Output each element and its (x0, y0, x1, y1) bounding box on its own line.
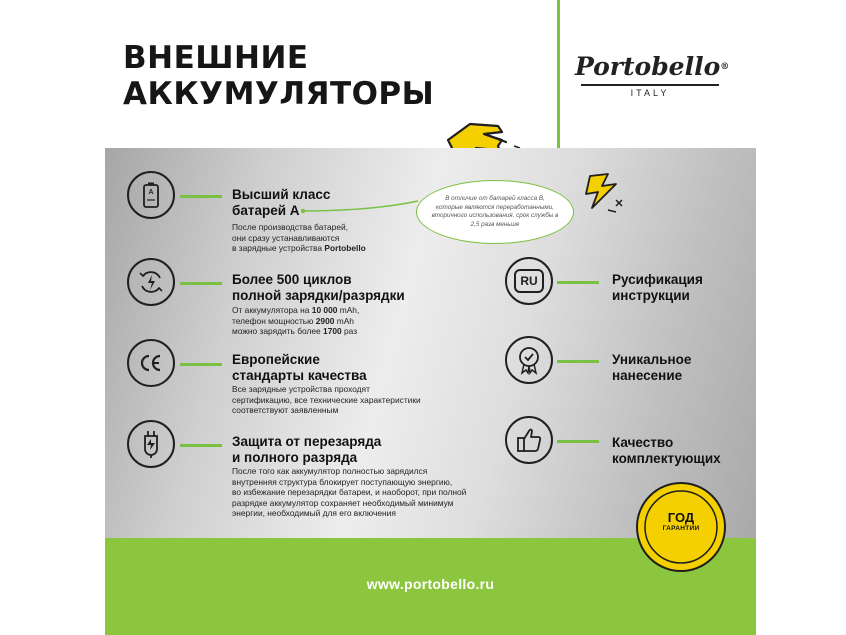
feature-1-desc: После производства батарей, они сразу устанавливаются в зарядные устройства Portobello (232, 222, 366, 253)
class-b-note-bubble: В отличие от батарей класса B, которые являются переработанными, вторичного использования, срок службы в 2,5 раза меньше (416, 180, 574, 244)
ce-mark-icon (136, 348, 166, 378)
feature-4-desc: После того как аккумулятор полностью зарядился внутренняя структура блокирует поступающую энергию, во избежание перезарядки батареи, и наоборот, при полной разрядке аккумулятор сохраняет необходимый минимум энергии, необходимый для его включения (232, 466, 467, 518)
right-feature-3-icon-circle (505, 416, 553, 464)
feature-4-connector (180, 444, 222, 447)
website-link[interactable]: www.portobello.ru (366, 576, 495, 592)
right-feature-1-title: Русификация инструкции (612, 272, 703, 303)
title-line-1: ВНЕШНИЕ (123, 40, 309, 76)
right-feature-2-icon-circle (505, 336, 553, 384)
feature-1-title: Высший класс батарей А (232, 187, 331, 218)
ru-icon (514, 269, 544, 293)
svg-text:A: A (148, 189, 154, 196)
feature-1-icon-circle (127, 171, 175, 219)
feature-3-icon-circle (127, 339, 175, 387)
title-line-2: АККУМУЛЯТОРЫ (123, 76, 435, 112)
vertical-divider (557, 0, 560, 148)
page-title (123, 40, 434, 112)
badge-line-2: ГАРАНТИИ (662, 525, 700, 532)
feature-3-title: Европейские стандарты качества (232, 352, 367, 383)
logo-name: Portobello® (575, 52, 730, 81)
charge-cycle-icon (136, 267, 166, 297)
brand-logo (575, 52, 730, 104)
feature-2-icon-circle (127, 258, 175, 306)
logo-rule (581, 84, 719, 86)
feature-2-desc: От аккумулятора на 10 000 mAh, телефон мощностью 2900 mAh можно зарядить более 1700 раз (232, 305, 360, 336)
battery-class-a-icon (136, 180, 166, 210)
feature-4-icon-circle (127, 420, 175, 468)
right-feature-2-title: Уникальное нанесение (612, 352, 692, 383)
warranty-badge (633, 479, 729, 575)
logo-country: ITALY (630, 88, 670, 98)
thumbs-up-icon (514, 425, 544, 455)
right-feature-2-connector (557, 360, 599, 363)
feature-2-title: Более 500 циклов полной зарядки/разрядки (232, 272, 405, 303)
lightning-icon (582, 172, 624, 216)
plug-protection-icon (136, 429, 166, 459)
feature-4-title: Защита от перезаряда и полного разряда (232, 434, 382, 465)
feature-2-connector (180, 282, 222, 285)
right-feature-1-connector (557, 281, 599, 284)
feature-3-desc: Все зарядные устройства проходят сертификацию, все технические характеристики соответствуют заявленным (232, 384, 421, 415)
badge-text (633, 510, 729, 532)
right-feature-1-icon-circle (505, 257, 553, 305)
right-feature-3-connector (557, 440, 599, 443)
ru-icon-text: RU (520, 274, 538, 288)
quality-seal-icon (514, 345, 544, 375)
feature-1-connector (180, 195, 222, 198)
feature-3-connector (180, 363, 222, 366)
right-feature-3-title: Качество комплектующих (612, 435, 721, 466)
badge-line-1: ГОД (667, 510, 695, 525)
